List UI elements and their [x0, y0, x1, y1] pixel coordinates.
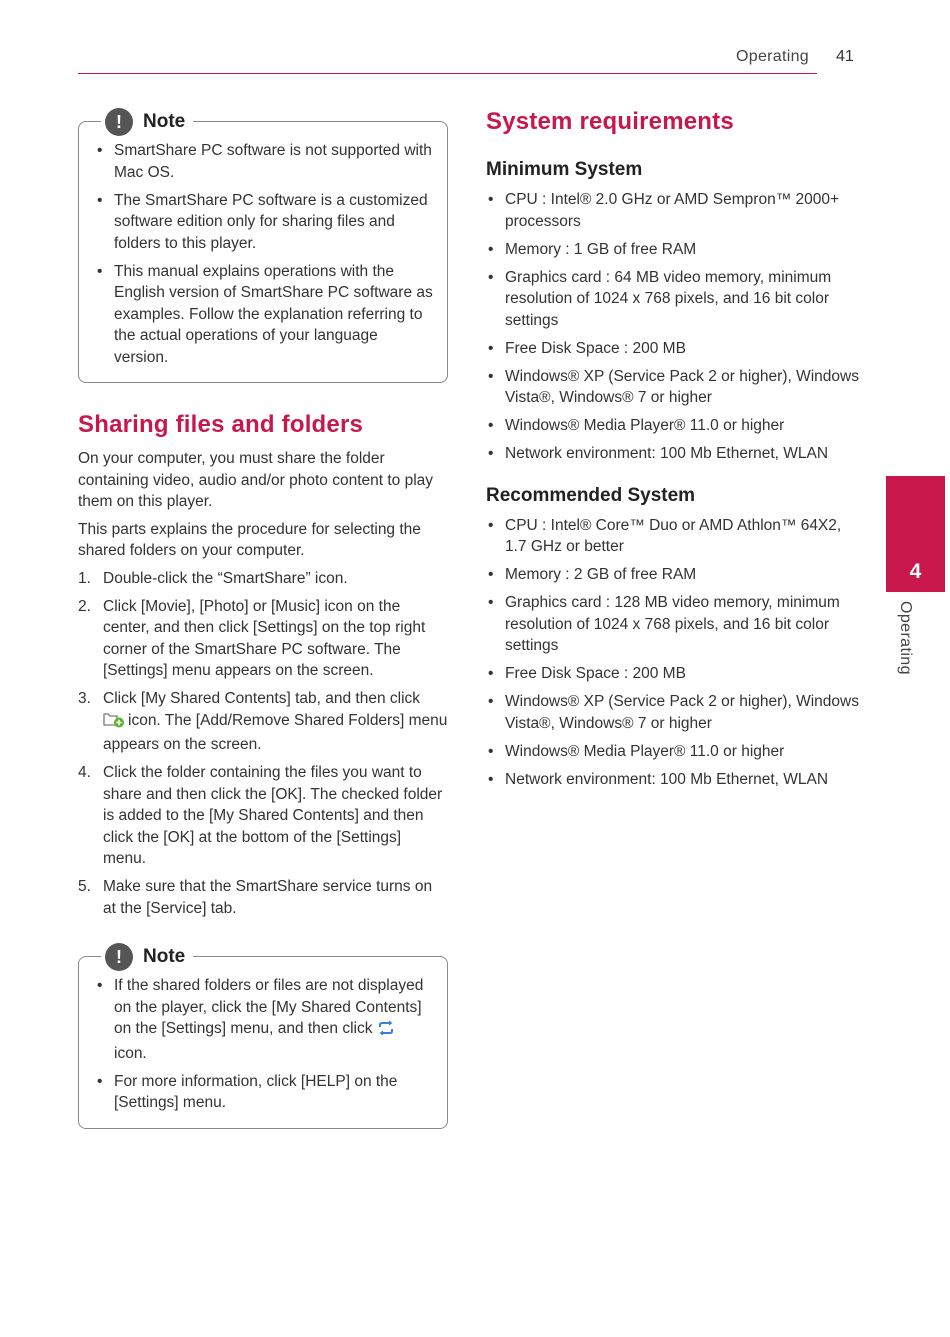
sharing-procedure: This parts explains the procedure for selecting the shared folders on your computer. — [78, 520, 421, 559]
note-header — [101, 108, 193, 136]
refresh-icon — [377, 1020, 395, 1043]
list-item: • Windows® XP (Service Pack 2 or higher), Windows Vista®, Windows® 7 or higher — [486, 691, 861, 734]
step-number: 5. — [78, 878, 91, 895]
list-item: • Network environment: 100 Mb Ethernet, WLAN — [486, 443, 861, 465]
sharing-intro: On your computer, you must share the folder containing video, audio and/or photo content to play them on this player. — [78, 450, 434, 510]
chapter-label: Operating — [897, 601, 914, 675]
list-item: • Memory : 1 GB of free RAM — [486, 239, 861, 261]
note-title: Note — [143, 111, 186, 132]
step-number: 1. — [78, 569, 91, 587]
chapter-tab — [886, 476, 945, 592]
list-item: • Windows® Media Player® 11.0 or higher — [486, 741, 861, 763]
recommended-list — [486, 515, 861, 791]
list-item: • CPU : Intel® 2.0 GHz or AMD Sempron™ 2000+ processors — [486, 189, 861, 232]
header-section-title: Operating — [736, 48, 809, 65]
list-item: • CPU : Intel® Core™ Duo or AMD Athlon™ 64X2, 1.7 GHz or better — [486, 515, 861, 558]
list-item: • SmartShare PC software is not supported with Mac OS. — [95, 140, 433, 183]
header-rule — [78, 73, 817, 74]
add-folder-icon — [103, 710, 125, 735]
step-item — [78, 876, 448, 919]
note-list — [95, 140, 433, 368]
step-text: Click [My Shared Contents] tab, and then click — [103, 690, 421, 707]
step-text: Click the folder containing the files you want to share and then click the [OK]. The checked folder is added to the [My Shared Contents] and then click the [OK] at the bottom of the [Settings] menu. — [103, 764, 443, 867]
subheading-recommended: Recommended System — [486, 484, 696, 506]
page-number: 41 — [836, 48, 854, 65]
list-item: • This manual explains operations with the English version of SmartShare PC software as examples. Follow the explanation referring to the actual operations of your language version. — [95, 261, 433, 369]
section-title-sharing: Sharing files and folders — [78, 411, 364, 438]
step-item — [78, 688, 448, 756]
minimum-list — [486, 189, 861, 465]
list-item: • Windows® XP (Service Pack 2 or higher), Windows Vista®, Windows® 7 or higher — [486, 366, 861, 409]
step-number: 3. — [78, 690, 91, 707]
list-item: • Free Disk Space : 200 MB — [486, 663, 861, 685]
step-number: 2. — [78, 597, 91, 615]
note-header — [101, 943, 193, 971]
step-text: Double-click the “SmartShare” icon. — [103, 569, 348, 587]
note-text: If the shared folders or files are not displayed on the player, click the [My Shared Contents] on the [Settings] menu, and then click — [114, 977, 424, 1037]
step-list — [78, 568, 448, 920]
list-item: • Windows® Media Player® 11.0 or higher — [486, 415, 861, 437]
list-item: • The SmartShare PC software is a customized software edition only for sharing files and folders to this player. — [95, 190, 433, 255]
section-title-requirements: System requirements — [486, 108, 734, 135]
list-item: • Memory : 2 GB of free RAM — [486, 564, 861, 586]
step-item — [78, 596, 448, 682]
exclamation-icon: ! — [105, 943, 133, 971]
step-text: icon. The [Add/Remove Shared Folders] menu appears on the screen. — [103, 711, 448, 753]
list-item: • Graphics card : 64 MB video memory, minimum resolution of 1024 x 768 pixels, and 16 bit color settings — [486, 267, 861, 332]
list-item: • Graphics card : 128 MB video memory, minimum resolution of 1024 x 768 pixels, and 16 bit color settings — [486, 592, 861, 657]
right-column — [486, 108, 861, 797]
note-box-2 — [78, 946, 448, 1129]
left-column — [78, 102, 448, 1129]
list-item: • Free Disk Space : 200 MB — [486, 338, 861, 360]
step-item — [78, 762, 448, 870]
step-text: Make sure that the SmartShare service turns on at the [Service] tab. — [103, 878, 433, 917]
subheading-minimum: Minimum System — [486, 159, 643, 180]
step-item — [78, 568, 448, 590]
note-list — [95, 975, 433, 1114]
step-number: 4. — [78, 764, 91, 781]
chapter-number: 4 — [909, 560, 922, 583]
chapter-label-wrap — [892, 601, 916, 691]
note-title: Note — [143, 946, 186, 967]
list-item: • For more information, click [HELP] on the [Settings] menu. — [95, 1071, 433, 1114]
exclamation-icon: ! — [105, 108, 133, 136]
note-text: icon. — [114, 1044, 147, 1062]
list-item — [95, 975, 433, 1064]
list-item: • Network environment: 100 Mb Ethernet, WLAN — [486, 769, 861, 791]
note-box-1 — [78, 111, 448, 383]
step-text: Click [Movie], [Photo] or [Music] icon on the center, and then click [Settings] on the top right corner of the SmartShare PC software. The [Settings] menu appears on the screen. — [103, 597, 426, 679]
